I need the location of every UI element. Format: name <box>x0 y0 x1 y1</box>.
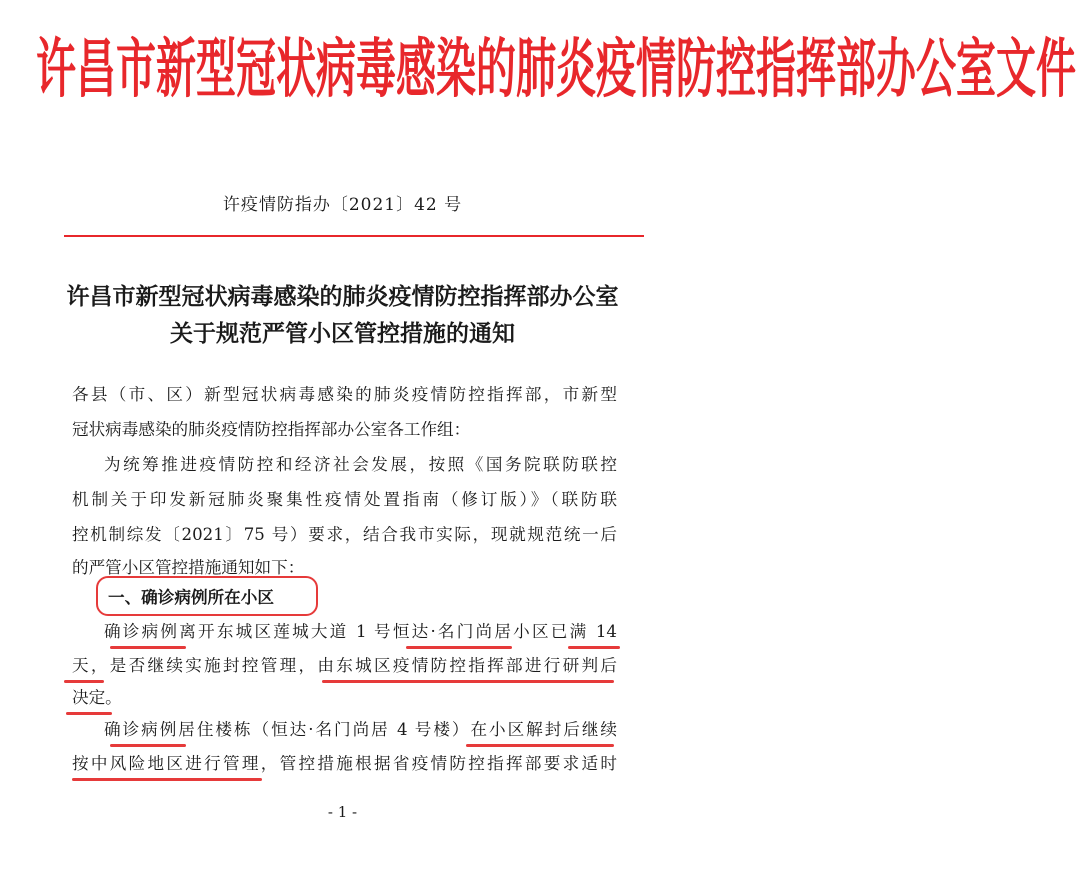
underline-annotation <box>64 680 104 683</box>
header-divider-line <box>64 235 644 237</box>
notice-title-line-2: 关于规范严管小区管控措施的通知 <box>170 320 515 347</box>
underline-annotation <box>66 712 112 715</box>
paragraph-1-line-1: 为统筹推进疫情防控和经济社会发展，按照《国务院联防联控 <box>104 455 617 474</box>
addressee-line-1: 各县（市、区）新型冠状病毒感染的肺炎疫情防控指挥部，市新型 <box>72 385 617 404</box>
paragraph-1-line-4: 的严管小区管控措施通知如下： <box>72 558 305 577</box>
underline-annotation <box>322 680 614 683</box>
underline-annotation <box>110 646 186 649</box>
underline-annotation <box>568 646 620 649</box>
paragraph-2-line-2: 天，是否继续实施封控管理，由东城区疫情防控指挥部进行研判后 <box>72 656 617 675</box>
paragraph-3-line-1: 确诊病例居住楼栋（恒达·名门尚居 4 号楼）在小区解封后继续 <box>104 720 617 739</box>
document-header-title: 许昌市新型冠状病毒感染的肺炎疫情防控指挥部办公室文件 <box>36 31 1076 107</box>
section-heading: 一、确诊病例所在小区 <box>108 587 274 607</box>
paragraph-2-line-1: 确诊病例离开东城区莲城大道 1 号恒达·名门尚居小区已满 14 <box>104 622 617 641</box>
section-heading-circle-annotation <box>96 576 318 616</box>
paragraph-1-line-3: 控机制综发〔2021〕75 号）要求，结合我市实际，现就规范统一后 <box>72 525 617 544</box>
underline-annotation <box>72 778 262 781</box>
underline-annotation <box>406 646 512 649</box>
underline-annotation <box>110 744 186 747</box>
paragraph-1-line-2: 机制关于印发新冠肺炎聚集性疫情处置指南（修订版）》（联防联 <box>72 490 617 509</box>
paragraph-3-line-2: 按中风险地区进行管理，管控措施根据省疫情防控指挥部要求适时 <box>72 754 617 773</box>
page-number: - 1 - <box>327 803 358 821</box>
underline-annotation <box>466 744 614 747</box>
document-number: 许疫情防指办〔2021〕42 号 <box>222 195 463 215</box>
paragraph-2-line-3: 决定。 <box>72 688 122 707</box>
addressee-line-2: 冠状病毒感染的肺炎疫情防控指挥部办公室各工作组： <box>72 420 471 439</box>
notice-title-line-1: 许昌市新型冠状病毒感染的肺炎疫情防控指挥部办公室 <box>66 283 619 310</box>
